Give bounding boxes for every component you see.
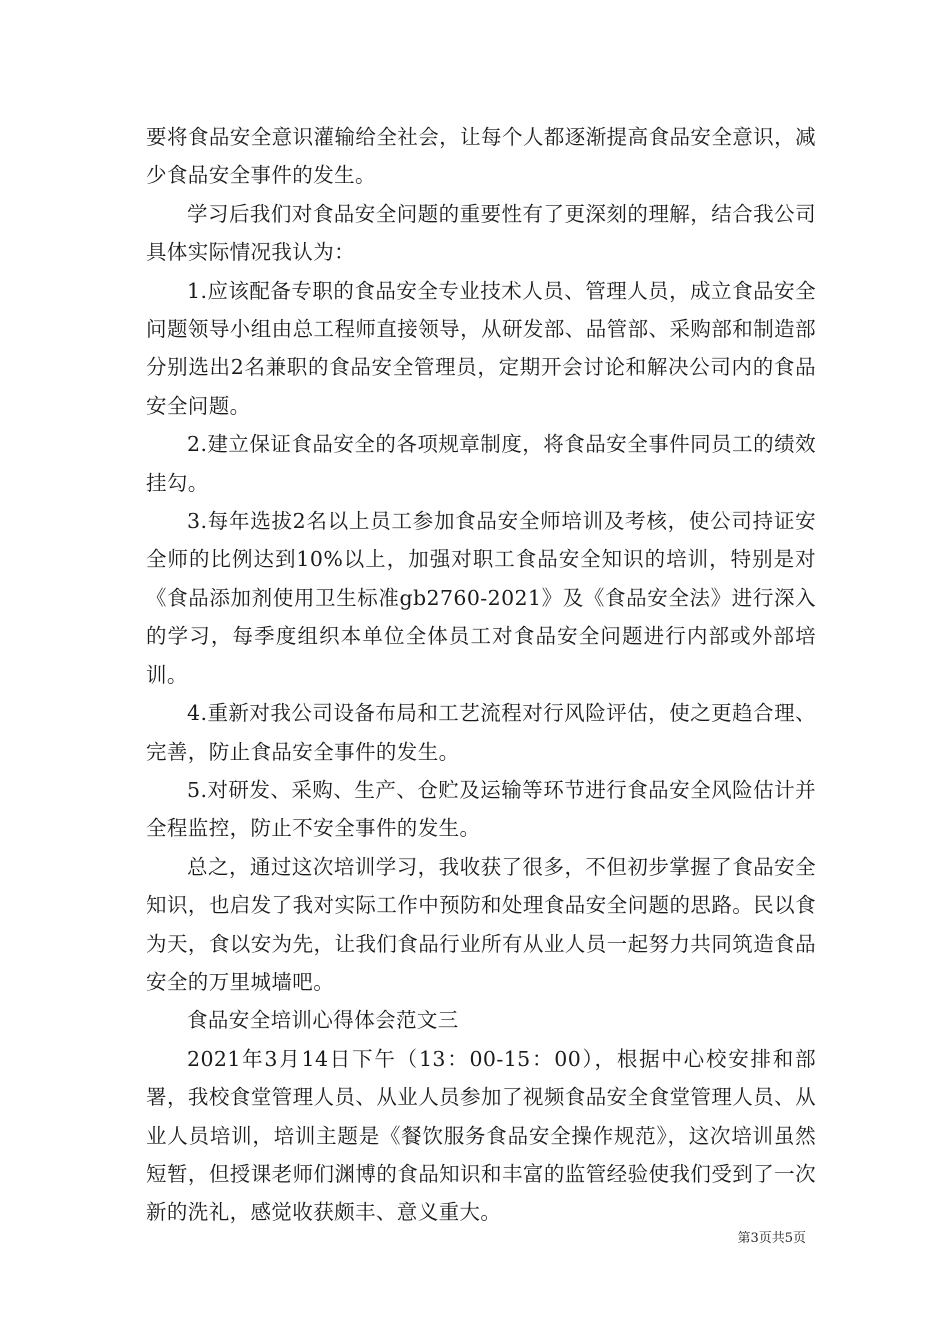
paragraph-intro: 学习后我们对食品安全问题的重要性有了更深刻的理解，结合我公司具体实际情况我认为： <box>146 201 816 265</box>
page-number-footer: 第3页共5页 <box>737 1231 806 1246</box>
paragraph-section-three: 2021年3月14日下午（13：00-15：00），根据中心校安排和部署，我校食堂管理人员、从业人员参加了视频食品安全食堂管理人员、从业人员培训，培训主题是《餐饮服务食品安全操作规范》，这次培训虽然短暂，但授课老师们渊博的食品知识和丰富的监管经验使我们受到了一次新的洗礼，感觉收获颇丰、意义重大。 <box>146 1046 816 1225</box>
paragraph-conclusion: 总之，通过这次培训学习，我收获了很多，不但初步掌握了食品安全知识，也启发了我对实际工作中预防和处理食品安全问题的思路。民以食为天，食以安为先，让我们食品行业所有从业人员一起努力共同筑造食品安全的万里城墙吧。 <box>146 854 816 994</box>
paragraph-item-1: 1.应该配备专职的食品安全专业技术人员、管理人员，成立食品安全问题领导小组由总工程师直接领导，从研发部、品管部、采购部和制造部分别选出2名兼职的食品安全管理员，定期开会讨论和解决公司内的食品安全问题。 <box>146 278 816 418</box>
paragraph-item-3: 3.每年选拔2名以上员工参加食品安全师培训及考核，使公司持证安全师的比例达到10%以上，加强对职工食品安全知识的培训，特别是对《食品添加剂使用卫生标准gb2760-2021》及《食品安全法》进行深入的学习，每季度组织本单位全体员工对食品安全问题进行内部或外部培训。 <box>146 509 816 687</box>
paragraph-item-4: 4.重新对我公司设备布局和工艺流程对行风险评估，使之更趋合理、完善，防止食品安全事件的发生。 <box>146 701 816 764</box>
document-body <box>146 118 816 1232</box>
section-heading: 食品安全培训心得体会范文三 <box>187 1008 459 1033</box>
paragraph-item-5: 5.对研发、采购、生产、仓贮及运输等环节进行食品安全风险估计并全程监控，防止不安全事件的发生。 <box>146 777 816 841</box>
paragraph-item-2: 2.建立保证食品安全的各项规章制度，将食品安全事件同员工的绩效挂勾。 <box>146 432 816 495</box>
paragraph-continuation: 要将食品安全意识灌输给全社会，让每个人都逐渐提高食品安全意识，减少食品安全事件的发生。 <box>146 125 816 188</box>
